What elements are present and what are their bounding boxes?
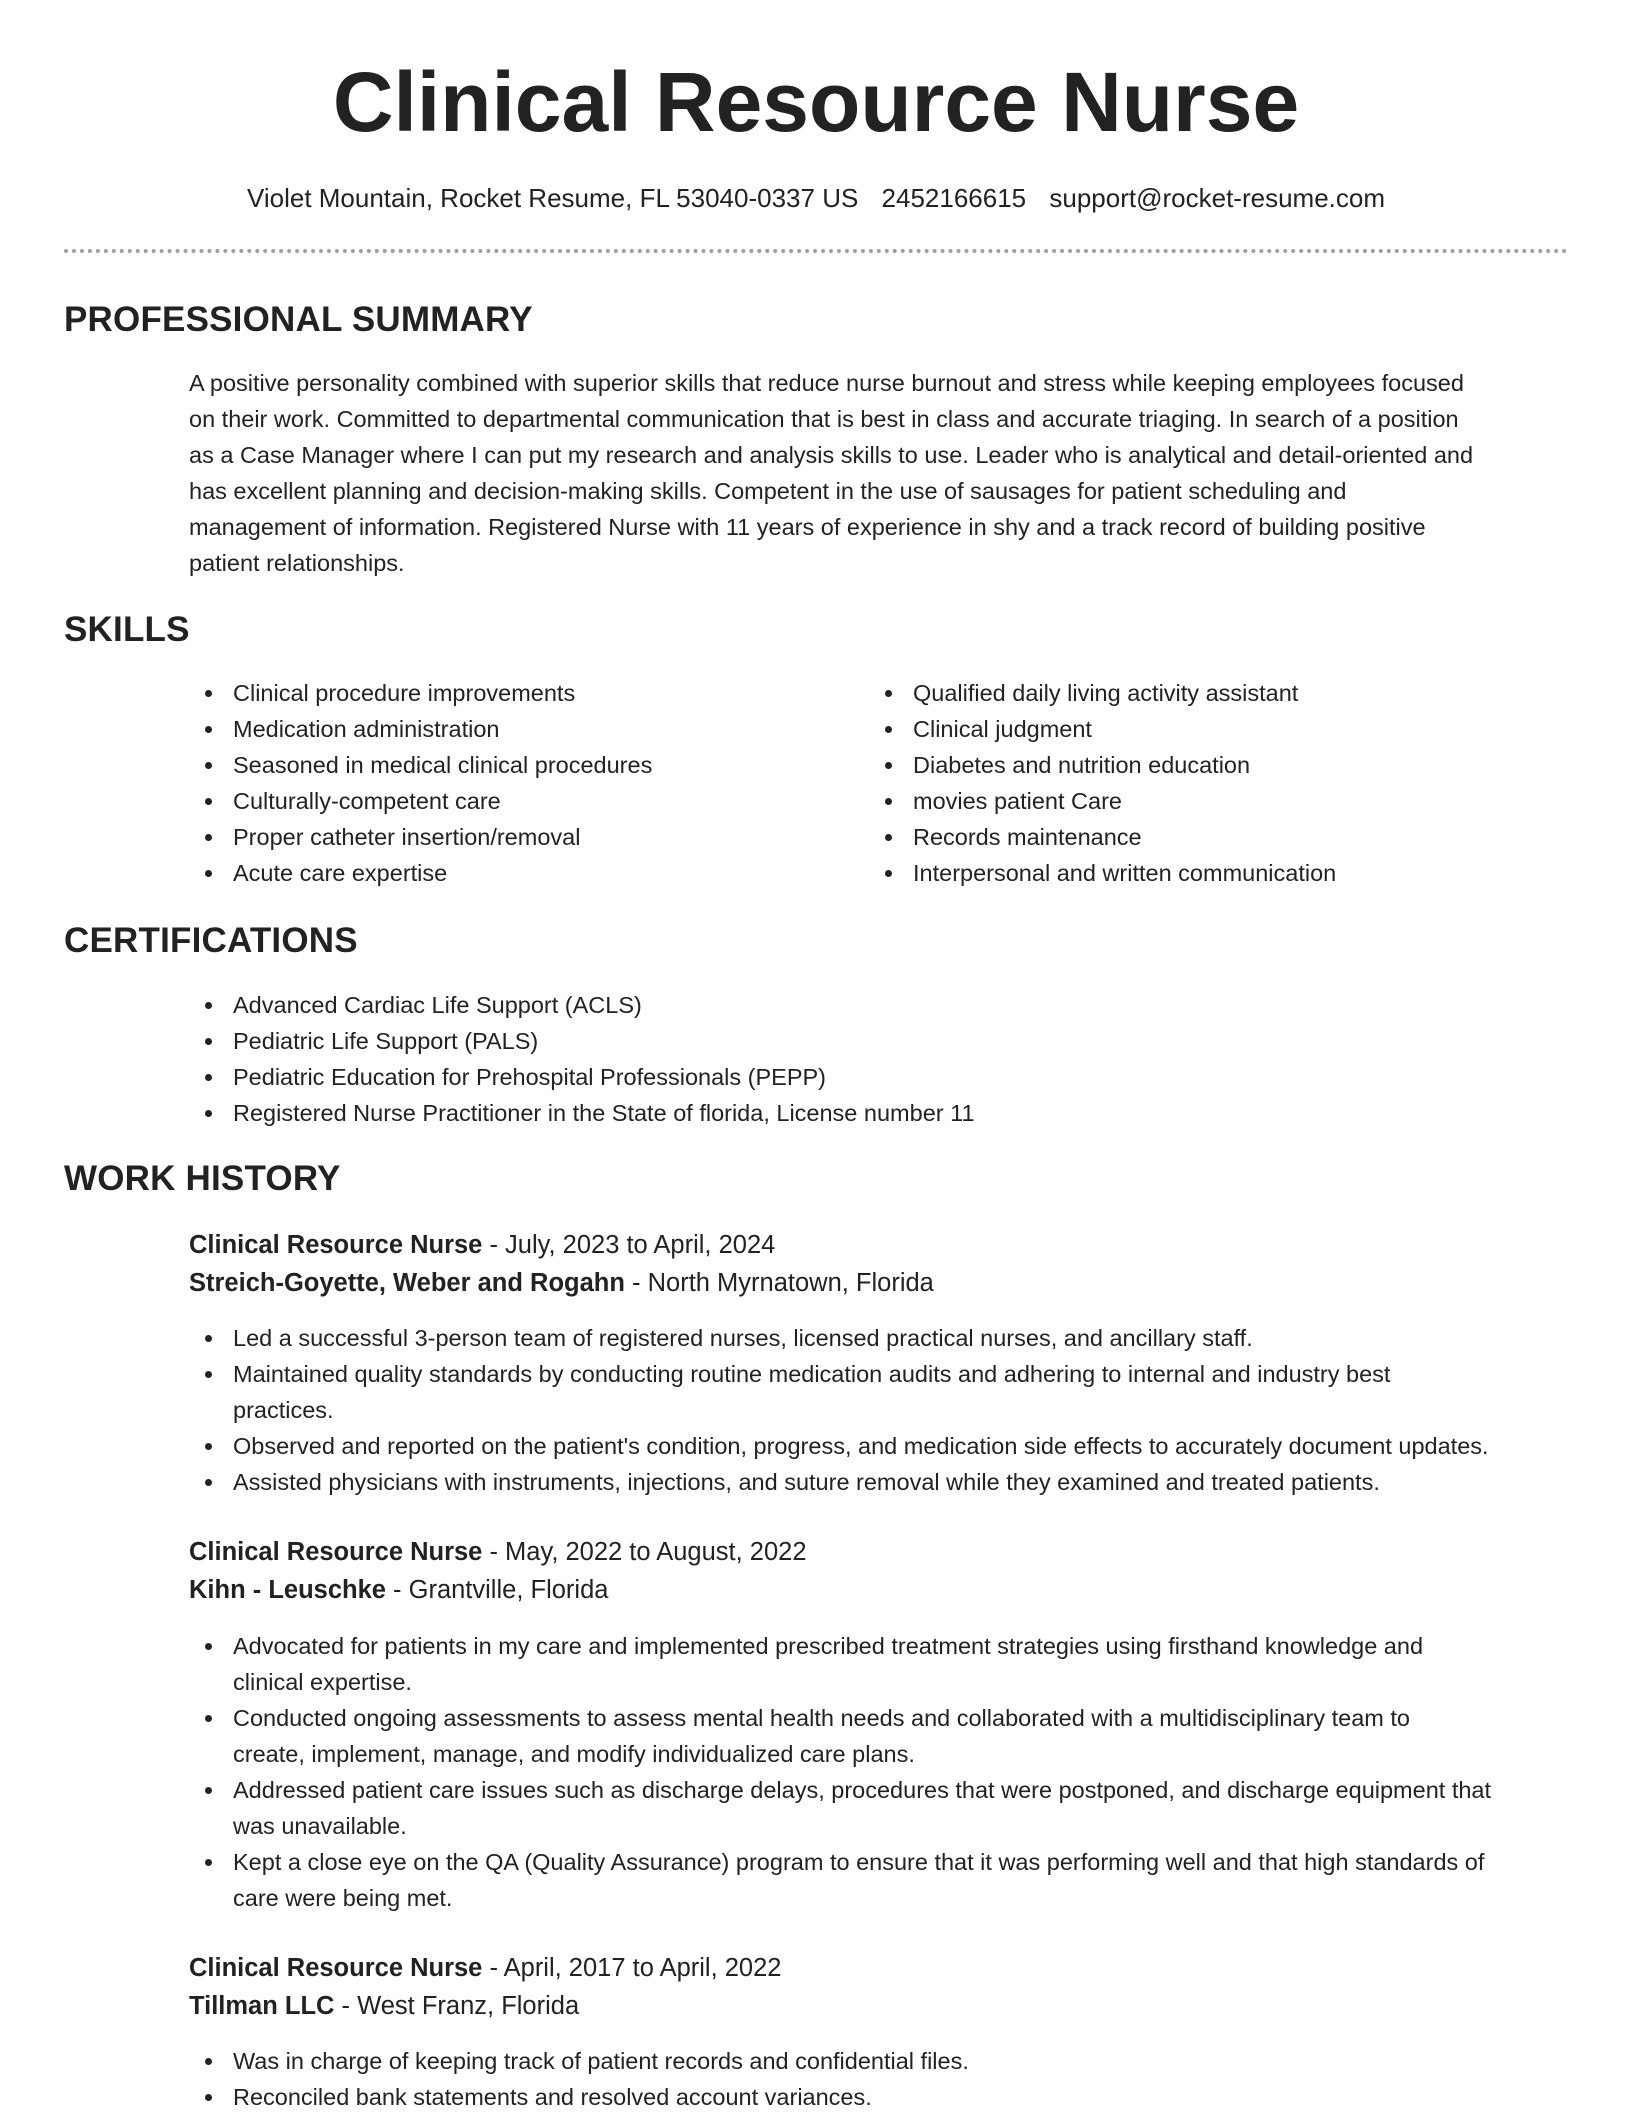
summary-line: on their work. Committed to departmental communication that is best in class and accurate triaging. In search of a position bbox=[189, 406, 1459, 432]
skill-item bbox=[869, 711, 1569, 747]
job-title-line bbox=[189, 1226, 1589, 1264]
bullet-dot bbox=[205, 1443, 212, 1450]
section-title-skills: SKILLS bbox=[64, 610, 190, 649]
job-bullet-text: Was in charge of keeping track of patient records and confidential files. bbox=[233, 2048, 969, 2074]
contact-email: support@rocket-resume.com bbox=[1049, 183, 1386, 213]
job-bullet bbox=[189, 1628, 1589, 1700]
job-company: Kihn - Leuschke bbox=[189, 1576, 386, 1604]
skill-text: Clinical judgment bbox=[913, 716, 1092, 742]
header-divider bbox=[64, 249, 1568, 253]
skill-text: Culturally-competent care bbox=[233, 788, 501, 814]
job-bullet-text: was unavailable. bbox=[233, 1813, 407, 1839]
skill-item bbox=[189, 783, 829, 819]
bullet-dot bbox=[205, 726, 212, 733]
resume-name-heading: Clinical Resource Nurse bbox=[332, 55, 1300, 149]
job-title: Clinical Resource Nurse bbox=[189, 1538, 483, 1566]
skill-text: Records maintenance bbox=[913, 824, 1142, 850]
bullet-dot bbox=[205, 1038, 212, 1045]
certification-item bbox=[189, 1095, 1569, 1131]
skill-item bbox=[189, 747, 829, 783]
bullet-dot bbox=[205, 1859, 212, 1866]
bullet-dot bbox=[205, 1787, 212, 1794]
skill-item bbox=[189, 855, 829, 891]
job-company-line bbox=[189, 1264, 1589, 1302]
skill-item bbox=[869, 747, 1569, 783]
contact-phone: 2452166615 bbox=[881, 183, 1027, 213]
section-title-work-history: WORK HISTORY bbox=[64, 1159, 341, 1198]
skill-text: Acute care expertise bbox=[233, 860, 448, 886]
certification-item bbox=[189, 987, 1569, 1023]
job-bullet-text: Addressed patient care issues such as discharge delays, procedures that were postponed, and discharge equipment that bbox=[233, 1777, 1492, 1803]
job-bullets bbox=[189, 2043, 1589, 2112]
summary-line: management of information. Registered Nurse with 11 years of experience in shy and a track record of building positive bbox=[189, 514, 1426, 540]
certification-text: Pediatric Education for Prehospital Professionals (PEPP) bbox=[233, 1064, 827, 1090]
section-title-certifications: CERTIFICATIONS bbox=[64, 921, 358, 960]
skill-item bbox=[189, 819, 829, 855]
job-bullet-text: create, implement, manage, and modify individualized care plans. bbox=[233, 1741, 915, 1767]
summary-text bbox=[189, 365, 1569, 581]
bullet-dot bbox=[205, 1371, 212, 1378]
bullet-dot bbox=[205, 2094, 212, 2101]
job-location: - West Franz, Florida bbox=[334, 1992, 580, 2020]
certification-text: Registered Nurse Practitioner in the State of florida, License number 11 bbox=[233, 1100, 975, 1126]
section-title-summary: PROFESSIONAL SUMMARY bbox=[64, 300, 533, 339]
bullet-dot bbox=[205, 762, 212, 769]
skill-text: movies patient Care bbox=[913, 788, 1122, 814]
bullet-dot bbox=[205, 1110, 212, 1117]
bullet-dot bbox=[885, 726, 892, 733]
job-bullet bbox=[189, 1464, 1589, 1500]
bullet-dot bbox=[885, 870, 892, 877]
skill-item bbox=[869, 819, 1569, 855]
contact-address: Violet Mountain, Rocket Resume, FL 53040-0337 US bbox=[246, 183, 859, 213]
bullet-dot bbox=[205, 870, 212, 877]
job-entry bbox=[189, 1226, 1589, 1302]
summary-line: A positive personality combined with superior skills that reduce nurse burnout and stress while keeping employees focused bbox=[189, 370, 1464, 396]
job-bullet-text: clinical expertise. bbox=[233, 1669, 412, 1695]
job-bullets bbox=[189, 1320, 1589, 1500]
certification-text: Pediatric Life Support (PALS) bbox=[233, 1028, 539, 1054]
skill-item bbox=[189, 675, 829, 711]
bullet-dot bbox=[885, 798, 892, 805]
job-bullet-text: Observed and reported on the patient's condition, progress, and medication side effects to accurately document updates. bbox=[233, 1433, 1489, 1459]
job-bullet-text: Led a successful 3-person team of registered nurses, licensed practical nurses, and ancillary staff. bbox=[233, 1325, 1253, 1351]
job-bullet-text: practices. bbox=[233, 1397, 334, 1423]
job-entry bbox=[189, 1533, 1589, 1609]
job-bullet-text: Advocated for patients in my care and implemented prescribed treatment strategies using firsthand knowledge and bbox=[233, 1633, 1424, 1659]
job-company-line bbox=[189, 1571, 1589, 1609]
skill-text: Diabetes and nutrition education bbox=[913, 752, 1251, 778]
job-bullet bbox=[189, 1844, 1589, 1916]
job-bullet-text: Conducted ongoing assessments to assess mental health needs and collaborated with a multidisciplinary team to bbox=[233, 1705, 1410, 1731]
job-bullet bbox=[189, 2079, 1589, 2112]
skills-list bbox=[189, 675, 1569, 895]
skills-column-left bbox=[189, 675, 829, 891]
skills-column-right bbox=[869, 675, 1569, 891]
certification-item bbox=[189, 1059, 1569, 1095]
certification-text: Advanced Cardiac Life Support (ACLS) bbox=[233, 992, 642, 1018]
job-bullet-text: Maintained quality standards by conducting routine medication audits and adhering to internal and industry best bbox=[233, 1361, 1391, 1387]
job-bullet-text: Reconciled bank statements and resolved account variances. bbox=[233, 2084, 872, 2110]
bullet-dot bbox=[205, 798, 212, 805]
job-dates: - April, 2017 to April, 2022 bbox=[482, 1954, 782, 1982]
job-bullet-text: care were being met. bbox=[233, 1885, 453, 1911]
bullet-dot bbox=[205, 1715, 212, 1722]
job-title: Clinical Resource Nurse bbox=[189, 1231, 483, 1259]
skill-item bbox=[869, 783, 1569, 819]
job-bullet bbox=[189, 2043, 1589, 2079]
skill-item bbox=[869, 675, 1569, 711]
job-bullet bbox=[189, 1772, 1589, 1844]
bullet-dot bbox=[205, 1335, 212, 1342]
job-title-line bbox=[189, 1533, 1589, 1571]
bullet-dot bbox=[205, 1002, 212, 1009]
job-location: - North Myrnatown, Florida bbox=[624, 1269, 934, 1297]
job-title: Clinical Resource Nurse bbox=[189, 1954, 483, 1982]
job-bullet bbox=[189, 1700, 1589, 1772]
job-bullet bbox=[189, 1320, 1589, 1356]
contact-line bbox=[0, 180, 1632, 216]
bullet-dot bbox=[205, 1074, 212, 1081]
job-bullet bbox=[189, 1356, 1589, 1428]
skill-text: Interpersonal and written communication bbox=[913, 860, 1337, 886]
bullet-dot bbox=[205, 1479, 212, 1486]
bullet-dot bbox=[205, 1643, 212, 1650]
summary-line: patient relationships. bbox=[189, 550, 405, 576]
job-company: Streich-Goyette, Weber and Rogahn bbox=[189, 1269, 625, 1297]
certification-item bbox=[189, 1023, 1569, 1059]
bullet-dot bbox=[205, 2058, 212, 2065]
job-location: - Grantville, Florida bbox=[385, 1576, 609, 1604]
summary-line: as a Case Manager where I can put my research and analysis skills to use. Leader who is analytical and detail-oriented and bbox=[189, 442, 1474, 468]
job-bullet-text: Assisted physicians with instruments, injections, and suture removal while they examined and treated patients. bbox=[233, 1469, 1380, 1495]
job-company: Tillman LLC bbox=[189, 1992, 335, 2020]
certifications-list bbox=[189, 987, 1569, 1131]
bullet-dot bbox=[205, 834, 212, 841]
job-title-line bbox=[189, 1949, 1589, 1987]
skill-text: Medication administration bbox=[233, 716, 500, 742]
bullet-dot bbox=[885, 762, 892, 769]
skill-text: Qualified daily living activity assistant bbox=[913, 680, 1299, 706]
job-bullets bbox=[189, 1628, 1589, 1916]
bullet-dot bbox=[205, 690, 212, 697]
job-dates: - May, 2022 to August, 2022 bbox=[482, 1538, 807, 1566]
job-entry bbox=[189, 1949, 1589, 2025]
skill-text: Seasoned in medical clinical procedures bbox=[233, 752, 653, 778]
skill-item bbox=[869, 855, 1569, 891]
bullet-dot bbox=[885, 690, 892, 697]
job-bullet bbox=[189, 1428, 1589, 1464]
bullet-dot bbox=[885, 834, 892, 841]
job-dates: - July, 2023 to April, 2024 bbox=[482, 1231, 776, 1259]
skill-item bbox=[189, 711, 829, 747]
skill-text: Clinical procedure improvements bbox=[233, 680, 576, 706]
job-bullet-text: Kept a close eye on the QA (Quality Assurance) program to ensure that it was performing well and that high standards of bbox=[233, 1849, 1485, 1875]
skill-text: Proper catheter insertion/removal bbox=[233, 824, 581, 850]
job-company-line bbox=[189, 1987, 1589, 2025]
summary-line: has excellent planning and decision-making skills. Competent in the use of sausages for patient scheduling and bbox=[189, 478, 1347, 504]
